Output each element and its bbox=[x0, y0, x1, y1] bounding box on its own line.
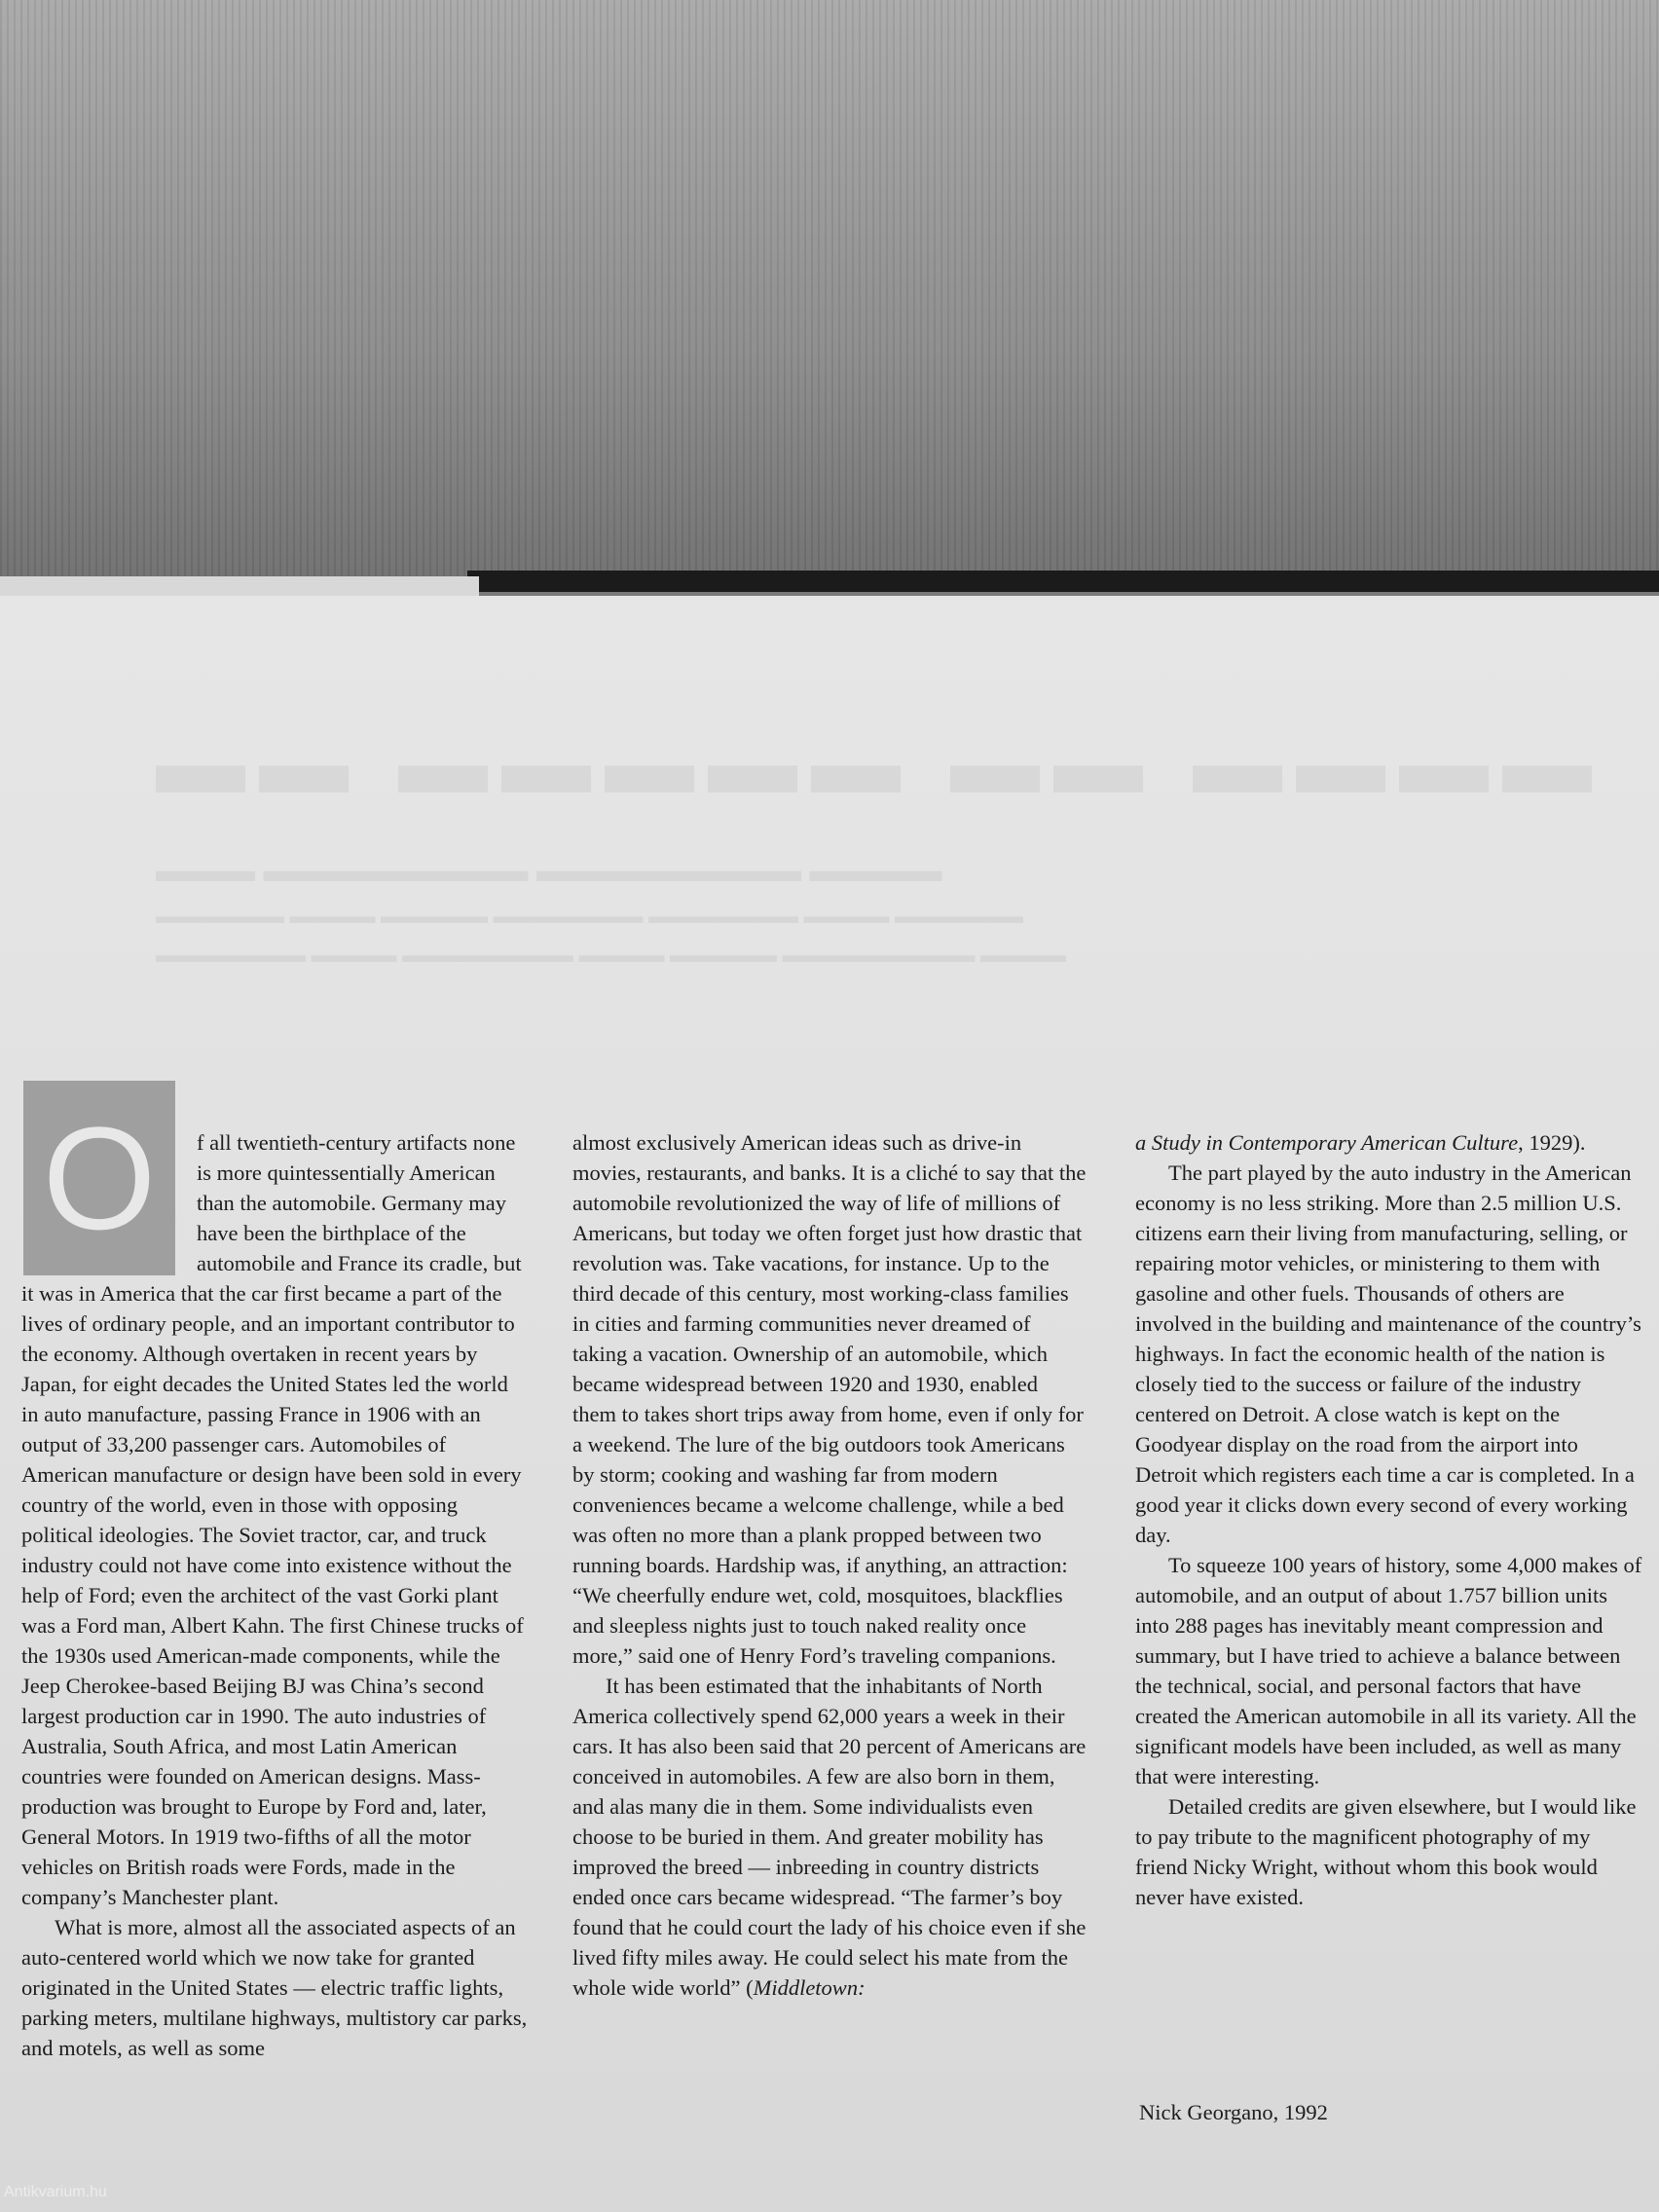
column-1 bbox=[21, 1096, 528, 2063]
author-signature: Nick Georgano, 1992 bbox=[1139, 2100, 1328, 2124]
book-edge bbox=[467, 571, 1659, 592]
paragraph: Detailed credits are given elsewhere, but I would like to pay tribute to the magnificent photography of my friend Nicky Wright, without whom this book would never have existed. bbox=[1135, 1794, 1637, 1909]
citation-italic: Middletown: bbox=[753, 1975, 866, 2000]
background-surface bbox=[0, 0, 1659, 584]
paragraph-text: It has been estimated that the inhabitants of North America collectively spend 62,000 years a week in their cars. It has also been said that 20 percent of Americans are conceived in automobiles. A few are also born in them, and alas many die in them. Some individualists even choose to be buried in them. And greater mobility has improved the breed — inbreeding in country districts ended once cars became widespread. “The farmer’s boy found that he could court the lady of his choice even if she lived fifty miles away. He could select his mate from the whole wide world” ( bbox=[572, 1674, 1087, 2000]
paragraph: almost exclusively American ideas such as drive-in movies, restaurants, and banks. It is a cliché to say that the automobile revolutionized the way of life of millions of Americans, but today we often forget just how drastic that revolution was. Take vacations, for instance. Up to the third decade of this century, most working-class families in cities and farming communities never dreamed of taking a vacation. Ownership of an automobile, which became widespread between 1920 and 1930, enabled them to takes short trips away from home, even if only for a weekend. The lure of the big outdoors took Americans by storm; cooking and washing far from modern conveniences became a welcome challenge, while a bed was often no more than a plank propped between two running boards. Hardship was, if anything, an attraction: “We cheerfully endure wet, cold, mosquitoes, blackflies and sleepless nights just to touch naked reality once more,” said one of Henry Ford’s traveling companions. bbox=[572, 1130, 1087, 1668]
watermark: Antikvarium.hu bbox=[4, 2184, 107, 2200]
column-2 bbox=[572, 1127, 1087, 2003]
paragraph: The part played by the auto industry in the American economy is no less striking. More than 2.5 million U.S. citizens earn their living from manufacturing, selling, or repairing motor vehicles, or ministering to them with gasoline and other fuels. Thousands of others are involved in the building and maintenance of the country’s highways. In fact the economic health of the nation is closely tied to the success or failure of the industry centered on Detroit. A close watch is kept on the Goodyear display on the road from the airport into Detroit which registers each time a car is completed. In a good year it clicks down every second of every working day. bbox=[1135, 1161, 1641, 1547]
paragraph: What is more, almost all the associated aspects of an auto-centered world which we now take for granted originated in the United States — electric traffic lights, parking meters, multilane highways, multistory car parks, and motels, as well as some bbox=[21, 1915, 528, 2060]
column-3 bbox=[1135, 1127, 1645, 1912]
drop-cap: O bbox=[23, 1081, 175, 1275]
show-through-text: ▬▬ ▬▬▬▬▬ ▬▬ ▬▬▬▬ ▬▬▬ ▬▬▬▬▬▬▬▬ ▬▬▬▬▬▬▬▬ ▬▬▬▬ ▬▬▬▬▬▬ ▬▬▬▬ ▬▬▬▬▬ ▬▬▬▬▬▬▬ ▬▬▬▬▬▬▬ ▬▬▬▬ ▬▬▬▬▬▬ ▬▬▬▬▬▬▬ ▬▬▬▬ ▬▬▬▬▬▬▬▬ ▬▬▬▬ ▬▬▬▬▬ ▬▬▬▬▬▬▬▬▬ ▬▬▬▬ bbox=[156, 713, 1605, 967]
paragraph bbox=[572, 1671, 1087, 2003]
paragraph: f all twentieth-century artifacts none is more quintessentially American than the automobile. Germany may have been the birthplace of the automobile and France its cradle, but it was in America that the car first became a part of the lives of ordinary people, and an important contributor to the economy. Although overtaken in recent years by Japan, for eight decades the United States led the world in auto manufacture, passing France in 1906 with an output of 33,200 passenger cars. Automobiles of American manufacture or design have been sold in every country of the world, even in those with opposing political ideologies. The Soviet tractor, car, and truck industry could not have come into existence without the help of Ford; even the architect of the vast Gorki plant was a Ford man, Albert Kahn. The first Chinese trucks of the 1930s used American-made components, while the Jeep Cherokee-based Beijing BJ was China’s second largest production car in 1990. The auto industries of Australia, South Africa, and most Latin American countries were founded on American designs. Mass-production was brought to Europe by Ford and, later, General Motors. In 1919 two-fifths of all the motor vehicles on British roads were Fords, made in the company’s Manchester plant. bbox=[21, 1130, 524, 1909]
citation-continuation bbox=[1135, 1127, 1645, 1158]
citation-title: a Study in Contemporary American Culture bbox=[1135, 1130, 1519, 1155]
citation-year: , 1929). bbox=[1518, 1130, 1586, 1155]
paragraph: To squeeze 100 years of history, some 4,000 makes of automobile, and an output of about 1.757 billion units into 288 pages has inevitably meant compression and summary, but I have tried to achieve a balance between the technical, social, and personal factors that have created the American automobile in all its variety. All the significant models have been included, as well as many that were interesting. bbox=[1135, 1553, 1642, 1788]
